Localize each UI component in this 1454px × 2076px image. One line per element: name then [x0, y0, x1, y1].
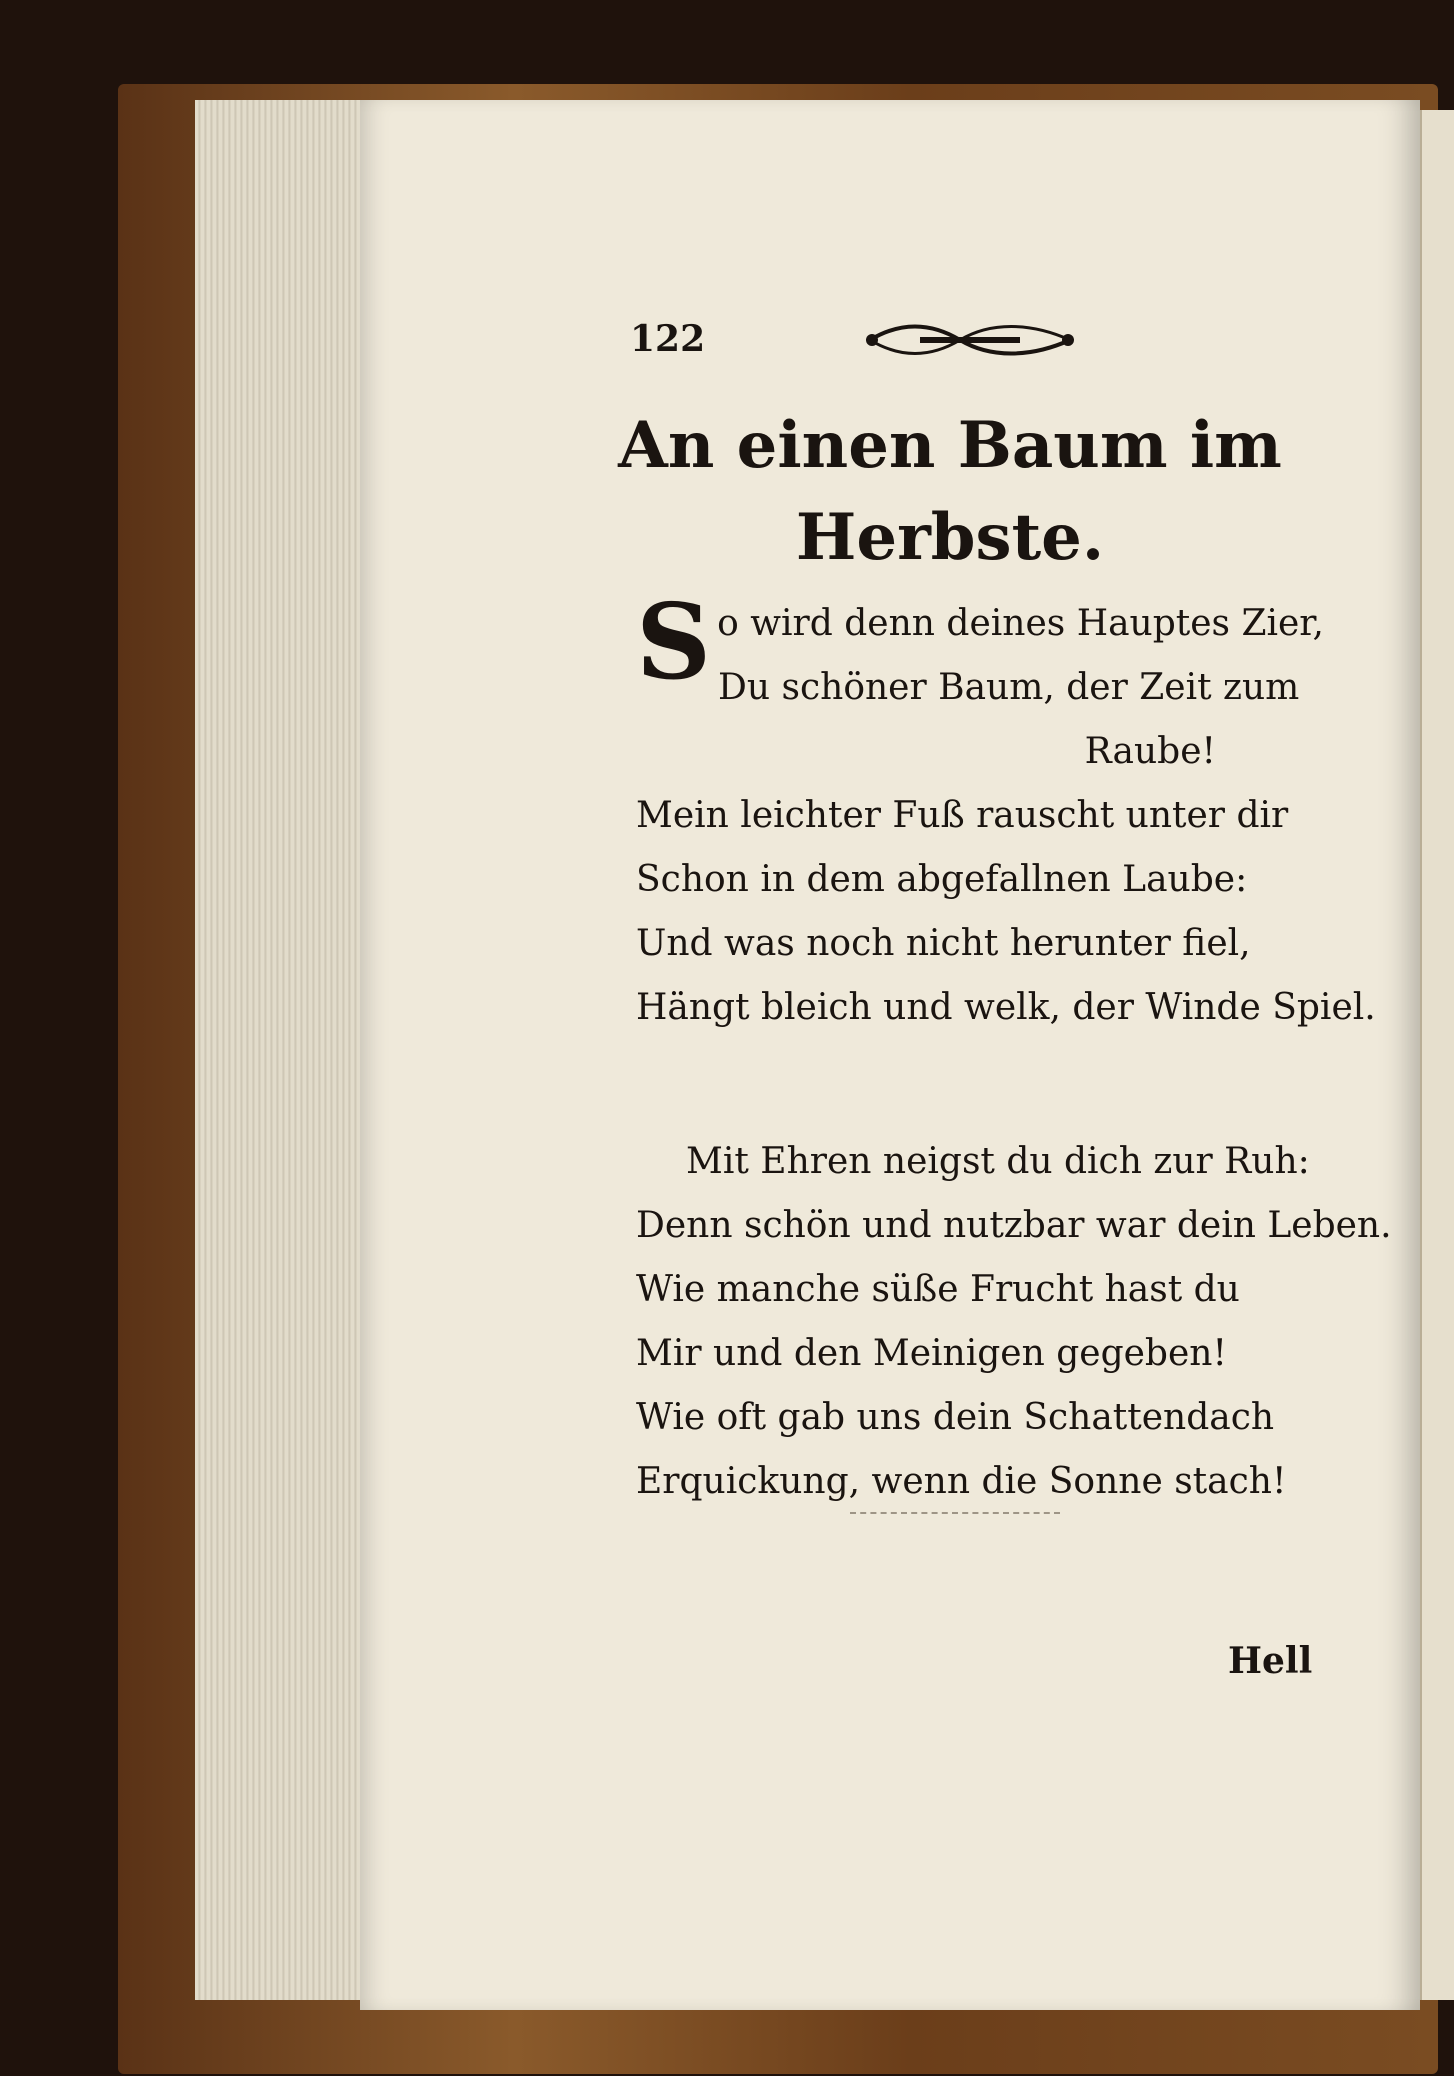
section-divider — [850, 1512, 1060, 1520]
verse-line: Mir und den Meinigen gegeben! — [636, 1333, 1227, 1374]
page-number: 122 — [630, 318, 706, 360]
book-page — [360, 100, 1420, 2010]
verse-line: Wie oft gab uns dein Schattendach — [636, 1397, 1275, 1438]
page-edges — [195, 100, 365, 2000]
title-line-1: An einen Baum im — [618, 408, 1282, 483]
drop-cap: S — [636, 580, 712, 703]
ornament-icon — [860, 318, 1080, 362]
stanza-2 — [636, 1130, 1392, 1514]
verse-line: Wie manche süße Frucht hast du — [636, 1269, 1240, 1310]
verse-line: Und was noch nicht herunter fiel, — [636, 923, 1251, 964]
next-page-edge — [1420, 110, 1454, 2000]
verse-line: Mein leichter Fuß rauscht unter dir — [636, 795, 1289, 836]
title-line-2: Herbste. — [795, 500, 1105, 575]
catchword: Hell — [1228, 1640, 1313, 1682]
verse-line: o wird denn deines Hauptes Zier, — [717, 603, 1324, 644]
verse-line: Erquickung, wenn die Sonne stach! — [636, 1461, 1287, 1502]
verse-line: Hängt bleich und welk, der Winde Spiel. — [636, 987, 1376, 1028]
verse-line: Raube! — [1084, 731, 1216, 772]
poem-title — [600, 400, 1300, 584]
verse-line: Schon in dem abgefallnen Laube: — [636, 859, 1248, 900]
verse-line: Denn schön und nutzbar war dein Leben. — [636, 1205, 1392, 1246]
verse-line: Du schöner Baum, der Zeit zum — [718, 667, 1300, 708]
verse-line: Mit Ehren neigst du dich zur Ruh: — [686, 1141, 1310, 1182]
stanza-1 — [636, 580, 1376, 1040]
